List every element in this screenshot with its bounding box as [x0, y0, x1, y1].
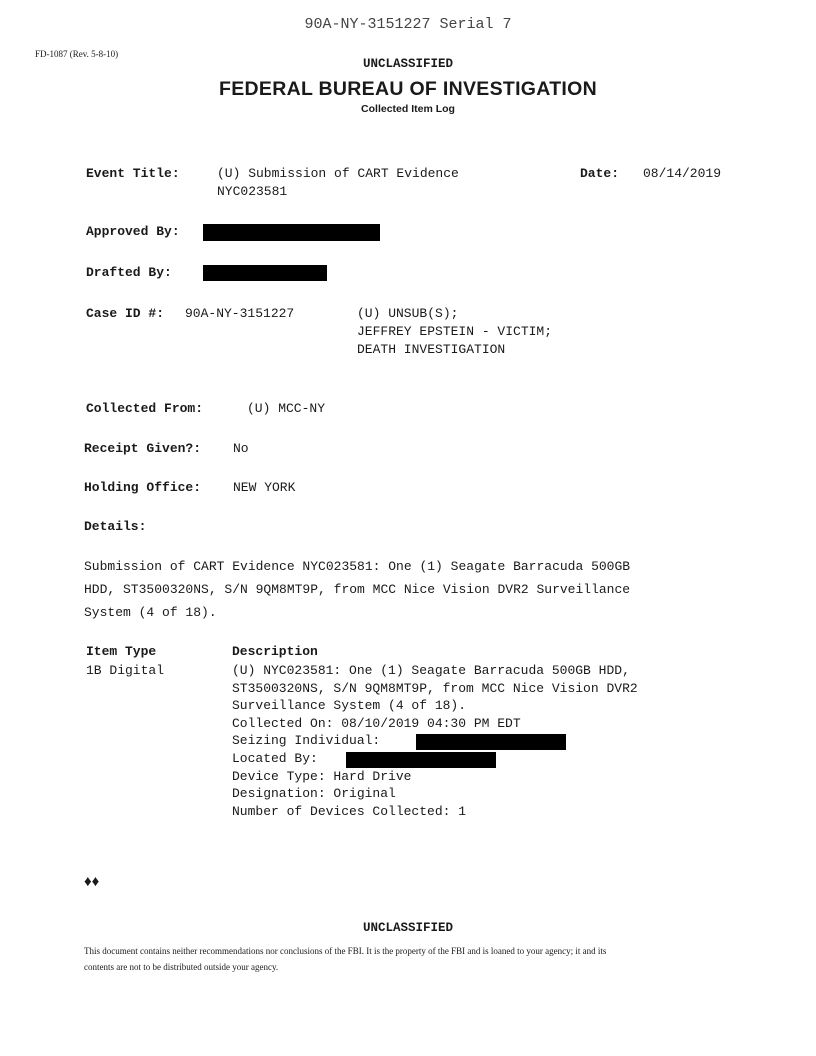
date-value: 08/14/2019	[643, 166, 722, 181]
event-title-label: Event Title:	[86, 166, 180, 181]
description-line: Surveillance System (4 of 18).	[232, 698, 467, 714]
form-number: FD-1087 (Rev. 5-8-10)	[35, 49, 119, 59]
col-header-item-type: Item Type	[86, 644, 157, 659]
end-marks: ♦♦	[84, 874, 100, 890]
details-line: HDD, ST3500320NS, S/N 9QM8MT9P, from MCC Nice Vision DVR2 Surveillance	[84, 582, 631, 597]
serial-header: 90A-NY-3151227 Serial 7	[304, 16, 512, 33]
details-line: Submission of CART Evidence NYC023581: One (1) Seagate Barracuda 500GB	[84, 559, 631, 574]
redaction-seizing-individual	[416, 734, 566, 750]
disclaimer-line: This document contains neither recommendations nor conclusions of the FBI. It is the property of the FBI and is loaned to your agency; it and its	[84, 946, 607, 956]
case-caption-line1: (U) UNSUB(S);	[357, 306, 459, 321]
device-type: Device Type: Hard Drive	[232, 768, 412, 784]
redaction-approved-by	[203, 224, 380, 241]
receipt-given-label: Receipt Given?:	[84, 441, 202, 456]
row-item-type: 1B Digital	[86, 663, 165, 678]
details-label: Details:	[84, 519, 147, 534]
disclaimer-line: contents are not to be distributed outside your agency.	[84, 962, 279, 972]
approved-by-label: Approved By:	[86, 224, 180, 239]
case-id-value: 90A-NY-3151227	[185, 306, 295, 321]
event-title-line2: NYC023581	[217, 184, 288, 199]
description-line: ST3500320NS, S/N 9QM8MT9P, from MCC Nice Vision DVR2	[232, 680, 638, 696]
case-id-label: Case ID #:	[86, 306, 165, 321]
disclaimer	[84, 943, 606, 975]
holding-office-value: NEW YORK	[233, 480, 296, 495]
description-line: Collected On: 08/10/2019 04:30 PM EDT	[232, 715, 521, 731]
case-caption-line3: DEATH INVESTIGATION	[357, 342, 506, 357]
case-caption-line2: JEFFREY EPSTEIN - VICTIM;	[357, 324, 553, 339]
col-header-description: Description	[232, 644, 318, 659]
collected-from-value: (U) MCC-NY	[247, 401, 326, 416]
redaction-drafted-by	[203, 265, 327, 281]
redaction-located-by	[346, 752, 496, 768]
seizing-individual-label: Seizing Individual:	[232, 733, 381, 749]
devices-collected: Number of Devices Collected: 1	[232, 803, 467, 819]
form-subtitle: Collected Item Log	[361, 103, 455, 115]
receipt-given-value: No	[233, 441, 249, 456]
holding-office-label: Holding Office:	[84, 480, 202, 495]
designation: Designation: Original	[232, 786, 396, 802]
details-line: System (4 of 18).	[84, 605, 217, 620]
collected-from-label: Collected From:	[86, 401, 204, 416]
event-title-line1: (U) Submission of CART Evidence	[217, 166, 459, 181]
located-by-label: Located By:	[232, 750, 318, 766]
classification-top: UNCLASSIFIED	[362, 57, 453, 71]
agency-title: FEDERAL BUREAU OF INVESTIGATION	[218, 78, 597, 100]
details-text	[84, 555, 630, 624]
drafted-by-label: Drafted By:	[86, 265, 172, 280]
classification-bottom: UNCLASSIFIED	[362, 921, 453, 935]
date-label: Date:	[580, 166, 620, 181]
description-line: (U) NYC023581: One (1) Seagate Barracuda 500GB HDD,	[232, 663, 630, 678]
